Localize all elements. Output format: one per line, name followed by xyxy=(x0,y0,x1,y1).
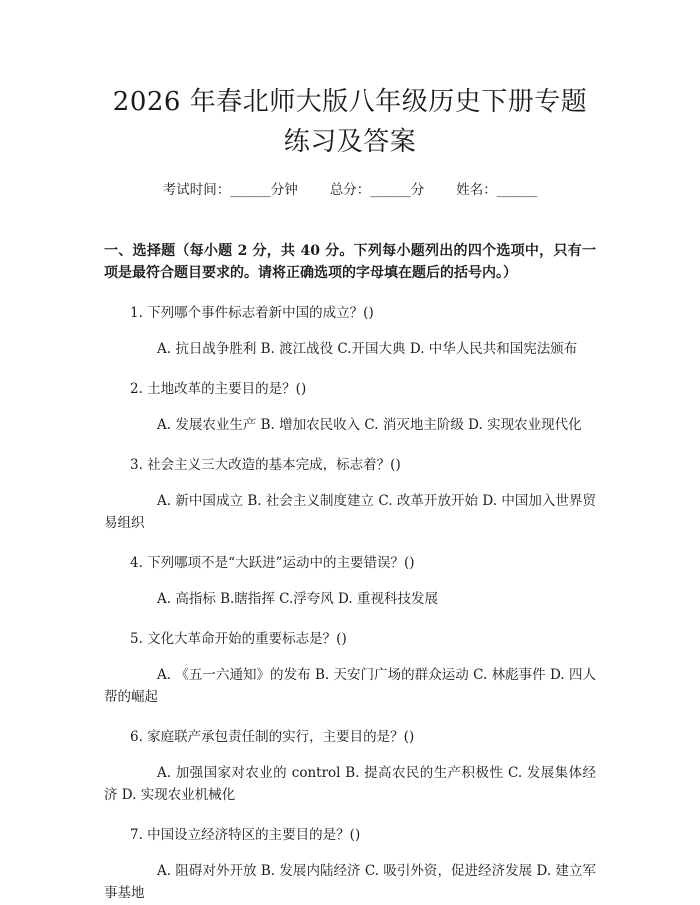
document-title: 2026 年春北师大版八年级历史下册专题练习及答案 xyxy=(112,87,588,157)
question-item xyxy=(104,552,596,610)
exam-time-field: 考试时间：______分钟 xyxy=(162,182,298,198)
question-list xyxy=(104,302,596,904)
question-item xyxy=(104,378,596,436)
question-item xyxy=(104,454,596,534)
question-item xyxy=(104,726,596,806)
exam-meta xyxy=(104,180,596,200)
question-options: A. 发展农业生产 B. 增加农民收入 C. 消灭地主阶级 D. 实现农业现代化 xyxy=(157,417,582,433)
question-options: A. 阻碍对外开放 B. 发展内陆经济 C. 吸引外资，促进经济发展 D. 建立军事基地 xyxy=(104,863,596,901)
question-options: A. 高指标 B.瞎指挥 C.浮夸风 D. 重视科技发展 xyxy=(157,591,438,607)
question-text: 5. 文化大革命开始的重要标志是？() xyxy=(130,631,347,647)
question-text: 7. 中国设立经济特区的主要目的是？() xyxy=(130,827,361,843)
question-item xyxy=(104,302,596,360)
total-score-field: 总分：______分 xyxy=(329,182,425,198)
section-heading-multiple-choice: 一、选择题（每小题 2 分，共 40 分。下列每小题列出的四个选项中，只有一项是最符合题目要求的。请将正确选项的字母填在题后的括号内。） xyxy=(104,243,596,281)
question-text: 4. 下列哪项不是“大跃进”运动中的主要错误？() xyxy=(130,555,415,571)
question-text: 1. 下列哪个事件标志着新中国的成立？() xyxy=(130,305,374,321)
question-text: 3. 社会主义三大改造的基本完成，标志着？() xyxy=(130,457,401,473)
question-item xyxy=(104,628,596,708)
question-options: A. 加强国家对农业的 control B. 提高农民的生产积极性 C. 发展集体经济 D. 实现农业机械化 xyxy=(104,765,596,803)
question-text: 2. 土地改革的主要目的是？() xyxy=(130,381,307,397)
student-name-field: 姓名：______ xyxy=(456,182,538,198)
question-options: A. 《五一六通知》的发布 B. 天安门广场的群众运动 C. 林彪事件 D. 四人帮的崛起 xyxy=(104,667,596,705)
question-options: A. 新中国成立 B. 社会主义制度建立 C. 改革开放开始 D. 中国加入世界贸易组织 xyxy=(104,493,596,531)
question-options: A. 抗日战争胜利 B. 渡江战役 C.开国大典 D. 中华人民共和国宪法颁布 xyxy=(157,341,578,357)
question-item xyxy=(104,824,596,904)
question-text: 6. 家庭联产承包责任制的实行，主要目的是？() xyxy=(130,729,415,745)
